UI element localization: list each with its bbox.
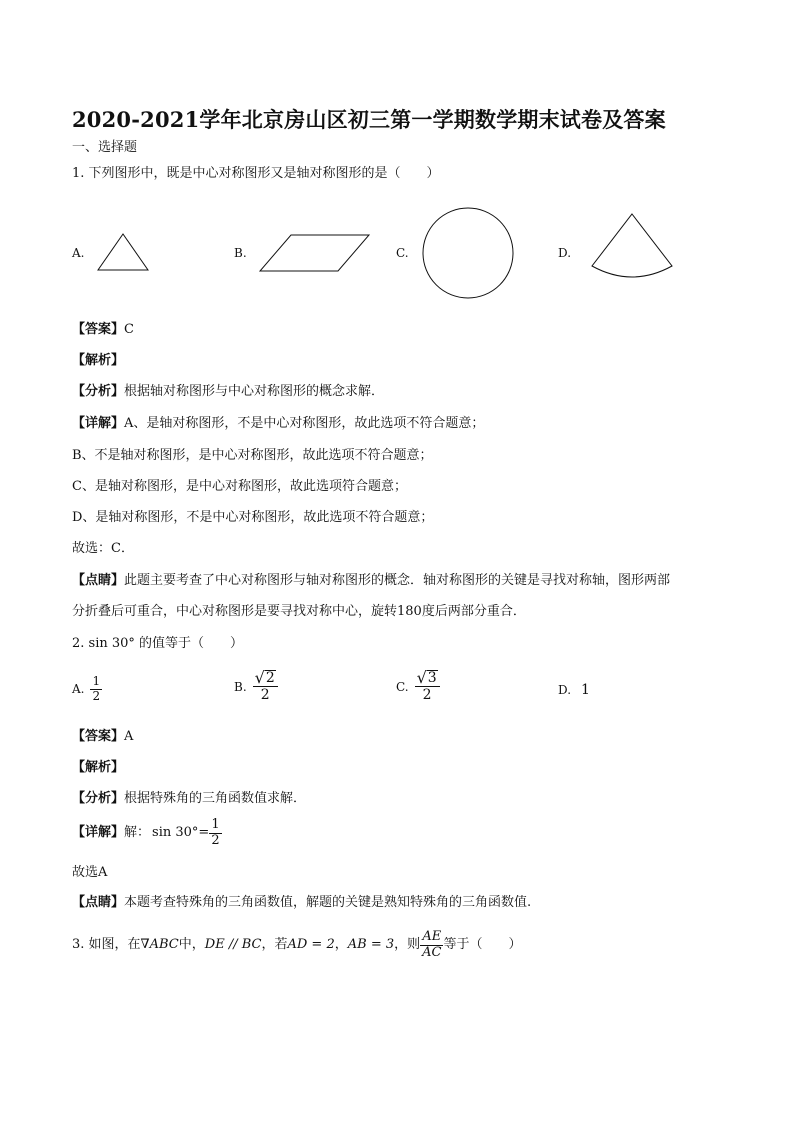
q3-triangle: ∇ABC — [140, 937, 179, 953]
dianjing-tag: 【点睛】 — [72, 573, 125, 588]
dianjing-text: 此题主要考查了中心对称图形与轴对称图形的概念．轴对称图形的关键是寻找对称轴，图形两部 — [124, 573, 671, 588]
denominator: AC — [422, 944, 442, 960]
q2-fenxi — [72, 791, 306, 807]
q1-option-b-label: B. — [234, 246, 247, 260]
q2-option-a-label: A. — [72, 682, 85, 697]
numerator: 1 — [92, 674, 101, 688]
fraction — [209, 818, 221, 849]
dianjing-tag: 【点睛】 — [72, 895, 125, 910]
xiangjie-text: A、是轴对称图形，不是中心对称图形，故此选项不符合题意； — [124, 416, 485, 431]
q1-option-c-label: C. — [396, 246, 409, 260]
q3-stem — [72, 930, 522, 961]
sector-icon — [588, 210, 678, 282]
q3-text-1: 3. 如图，在 — [72, 937, 141, 953]
q2-option-d — [558, 682, 590, 698]
fenxi-text: 根据特殊角的三角函数值求解． — [124, 791, 307, 806]
q1-conclusion: 故选：C． — [72, 541, 134, 556]
q3-ab: AB = 3 — [347, 937, 395, 953]
q3-text-6: 等于（ ） — [443, 937, 522, 953]
denominator: 2 — [422, 687, 432, 704]
q2-option-c — [396, 670, 440, 703]
q2-option-b — [234, 670, 278, 703]
q1-stem: 1. 下列图形中，既是中心对称图形又是轴对称图形的是（ ） — [72, 166, 440, 181]
xiangjie-tag: 【详解】 — [72, 416, 125, 431]
parallelogram-icon — [258, 233, 372, 273]
answer-tag: 【答案】 — [72, 322, 125, 337]
denominator: 2 — [211, 832, 220, 848]
square-root: √ 3 — [415, 670, 440, 687]
q3-text-4: ， — [334, 937, 348, 953]
q1-xiangjie-line-1 — [72, 416, 484, 432]
fraction — [420, 930, 443, 961]
answer-value: C — [124, 322, 134, 337]
q1-xiangjie-line-3: C、是轴对称图形，是中心对称图形，故此选项符合题意； — [72, 479, 407, 494]
fraction — [253, 670, 278, 703]
q1-xiangjie-line-2: B、不是轴对称图形，是中心对称图形，故此选项不符合题意； — [72, 448, 433, 463]
fraction — [90, 675, 102, 704]
q3-ad: AD = 2 — [287, 937, 335, 953]
q2-answer — [72, 729, 133, 745]
q2-stem: 2. sin 30° 的值等于（ ） — [72, 636, 244, 651]
dianjing-text: 本题考查特殊角的三角函数值，解题的关键是熟知特殊角的三角函数值. — [124, 895, 532, 910]
fenxi-text: 根据轴对称图形与中心对称图形的概念求解． — [124, 384, 385, 399]
q2-analysis-tag: 【解析】 — [72, 760, 125, 775]
q2-conclusion: 故选A — [72, 865, 108, 880]
q2-option-b-label: B. — [234, 679, 247, 694]
answer-tag: 【答案】 — [72, 729, 125, 744]
q1-dianjing-line-2: 分折叠后可重合，中心对称图形是要寻找对称中心，旋转180度后两部分重合． — [72, 604, 526, 619]
numerator: 1 — [211, 817, 220, 832]
fenxi-tag: 【分析】 — [72, 384, 125, 399]
q2-option-a — [72, 675, 102, 704]
q1-option-a-label: A. — [72, 246, 85, 260]
q3-text-5: ，则 — [394, 937, 421, 953]
fraction — [415, 670, 440, 703]
q3-text-2: 中， — [178, 937, 205, 953]
denominator: 2 — [92, 688, 101, 703]
circle-icon — [420, 205, 518, 303]
xiangjie-prefix: 解： — [124, 825, 151, 841]
radicand: 3 — [427, 670, 437, 686]
q1-analysis-tag: 【解析】 — [72, 353, 125, 368]
radicand: 2 — [265, 670, 275, 686]
q1-option-d-label: D. — [558, 246, 572, 260]
q2-xiangjie — [72, 818, 222, 849]
q2-option-d-label: D. — [558, 683, 572, 697]
numerator: AE — [422, 929, 442, 944]
fenxi-tag: 【分析】 — [72, 791, 125, 806]
xiangjie-tag: 【详解】 — [72, 825, 125, 841]
triangle-icon — [96, 232, 150, 272]
section-label: 一、选择题 — [72, 140, 138, 155]
option-value: 1 — [581, 682, 590, 698]
denominator: 2 — [260, 687, 270, 704]
square-root: √ 2 — [253, 670, 278, 687]
answer-value: A — [124, 729, 134, 744]
q3-parallel: DE // BC — [204, 937, 262, 953]
q1-answer — [72, 322, 134, 338]
page-title: 2020-2021学年北京房山区初三第一学期数学期末试卷及答案 — [72, 107, 666, 132]
q1-xiangjie-line-4: D、是轴对称图形，不是中心对称图形，故此选项不符合题意； — [72, 510, 434, 525]
q3-text-3: ，若 — [261, 937, 288, 953]
q2-dianjing — [72, 895, 531, 911]
xiangjie-expression: sin 30°= — [152, 825, 210, 841]
q1-fenxi — [72, 384, 384, 400]
q2-option-c-label: C. — [396, 679, 409, 694]
q1-dianjing-line-1 — [72, 573, 670, 589]
